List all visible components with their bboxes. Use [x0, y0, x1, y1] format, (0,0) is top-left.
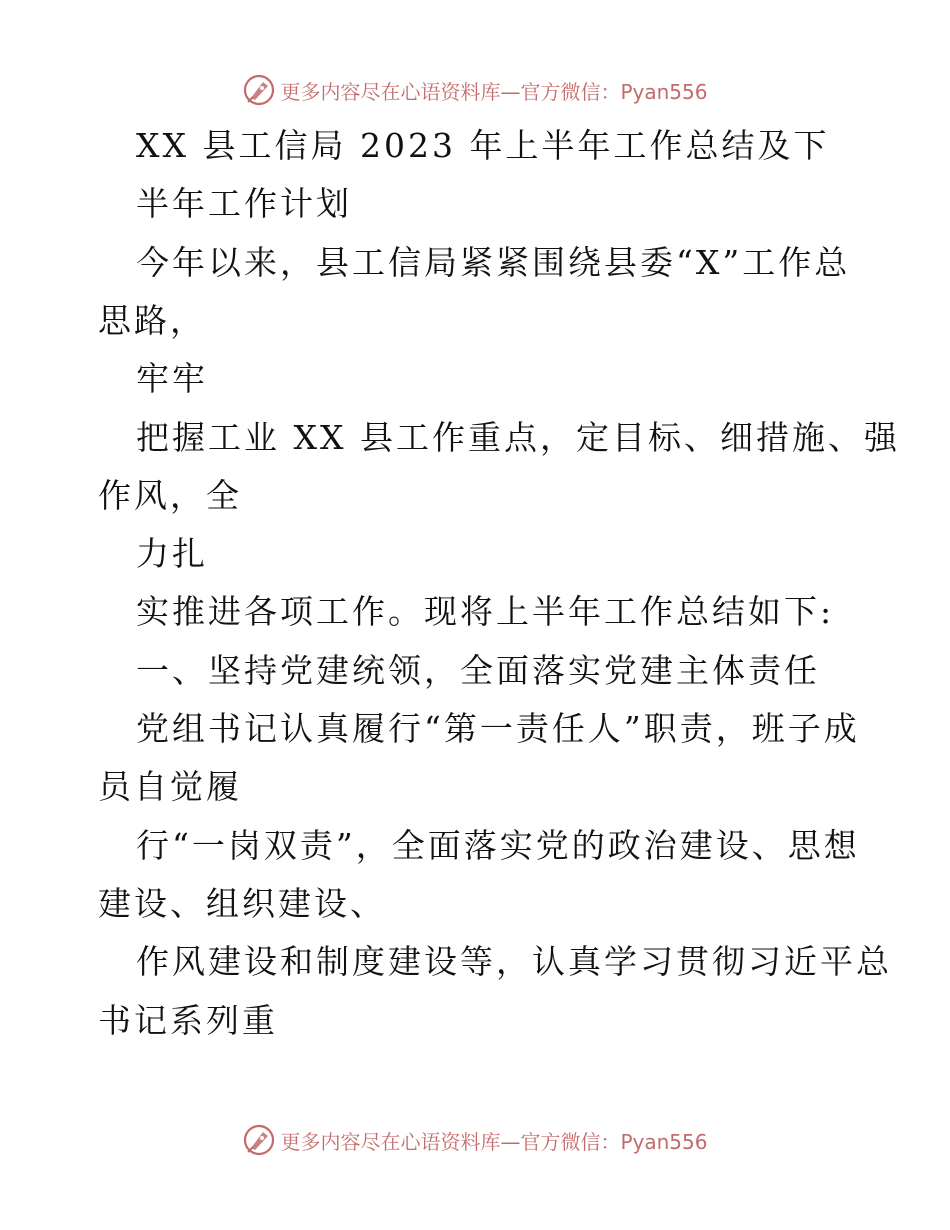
text-line: 党组书记认真履行“第一责任人”职责，班子成 [136, 709, 860, 748]
text-line: 今年以来，县工信局紧紧围绕县委“X”工作总 [136, 242, 851, 282]
text-line: 行“一岗双责”，全面落实党的政治建设、思想 [136, 825, 860, 865]
text-line: 作风建设和制度建设等，认真学习贯彻习近平总 [136, 942, 892, 982]
text-line: 员自觉履 [98, 767, 242, 807]
text-line: 作风，全 [98, 475, 242, 515]
pen-nib-logo-icon [242, 1123, 276, 1157]
watermark-text: 更多内容尽在心语资料库—官方微信：Pyan556 [280, 1129, 708, 1154]
text-line: XX 县工信局 2023 年上半年工作总结及下 [136, 126, 830, 165]
pen-nib-logo-icon [242, 73, 276, 107]
text-line: 实推进各项工作。现将上半年工作总结如下: [136, 592, 835, 632]
watermark-banner-bottom [0, 1120, 950, 1160]
text-line: 建设、组织建设、 [98, 883, 386, 923]
watermark-banner-top [0, 70, 950, 110]
text-line: 一、坚持党建统领，全面落实党建主体责任 [136, 650, 820, 690]
watermark-text: 更多内容尽在心语资料库—官方微信：Pyan556 [280, 79, 708, 104]
text-line: 牢牢 [136, 359, 208, 399]
text-line: 半年工作计划 [136, 184, 352, 224]
text-line: 力扎 [136, 534, 208, 574]
text-line: 把握工业 XX 县工作重点，定目标、细措施、强 [136, 417, 900, 457]
text-line: 书记系列重 [98, 1000, 278, 1040]
text-line: 思路， [98, 300, 206, 340]
